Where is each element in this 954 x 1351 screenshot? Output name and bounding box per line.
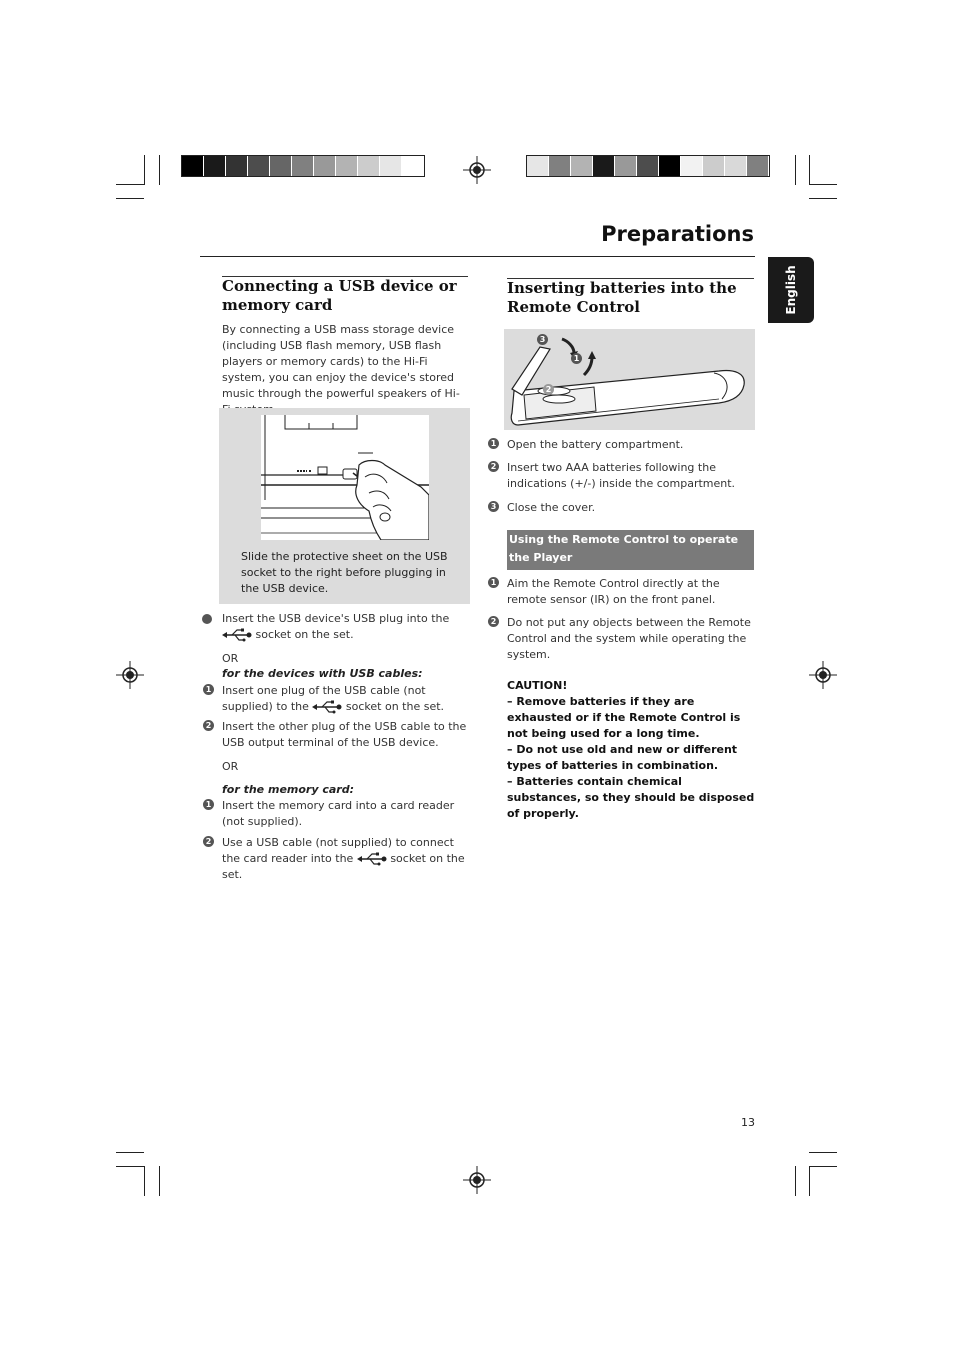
step-number: 1 (488, 577, 499, 588)
crop-mark (116, 184, 144, 185)
color-swatch (703, 156, 725, 176)
caution-item: – Batteries contain chemical substances, so they should be disposed of properly. (507, 775, 755, 820)
usb-plug-illustration (261, 415, 429, 540)
color-swatch (747, 156, 769, 176)
page-number: 13 (741, 1116, 755, 1129)
crop-mark (809, 155, 810, 185)
step-number: 1 (203, 799, 214, 810)
remote-use-step-1: Aim the Remote Control directly at the remote sensor (IR) on the front panel. (507, 577, 720, 606)
color-swatch (402, 156, 424, 176)
color-swatch (380, 156, 402, 176)
color-swatch (226, 156, 248, 176)
or-label: OR (222, 652, 239, 665)
usb-icon (357, 852, 387, 866)
usb-intro: By connecting a USB mass storage device (including USB flash memory, USB flash players or memory cards) to the Hi-Fi system, you can enjoy the device's stored music through the powerful speakers of Hi- (222, 323, 460, 400)
card-step-2-text-a: Use a USB cable (not supplied) to connect the card reader into the (222, 836, 454, 865)
crop-mark (809, 1152, 837, 1153)
card-heading: for the memory card: (222, 783, 354, 796)
card-step-1: Insert the memory card into a card reader (not supplied). (222, 799, 455, 828)
cables-step-2: Insert the other plug of the USB cable to the USB output terminal of the USB device. (222, 720, 467, 749)
crop-mark (116, 1166, 144, 1167)
color-swatch (681, 156, 703, 176)
step-number: 2 (203, 720, 214, 731)
usb-icon (222, 628, 252, 642)
remote-use-step-2: Do not put any objects between the Remote Control and the system while operating the system. (507, 616, 751, 661)
usb-icon (312, 700, 342, 714)
step-number: 2 (488, 616, 499, 627)
figure-step-3-marker: 3 (537, 334, 548, 345)
battery-step-1: Open the battery compartment. (507, 438, 684, 451)
color-swatch (292, 156, 314, 176)
figure-step-2-marker: 2 (543, 384, 554, 395)
language-tab (768, 257, 814, 323)
crop-mark (809, 1166, 837, 1167)
registration-mark-icon (809, 661, 837, 689)
remote-use-heading-box (507, 530, 754, 570)
title-rule (200, 256, 755, 257)
crop-mark (159, 155, 160, 185)
usb-figure-caption: Slide the protective sheet on the USB socket to the right before plugging in the USB device. (241, 550, 448, 595)
usb-bullet-text-b: socket on the set. (255, 628, 354, 641)
color-swatch (593, 156, 615, 176)
caution-item: – Do not use old and new or different types of batteries in combination. (507, 743, 738, 772)
caution-item: – Remove batteries if they are exhausted or if the Remote Control is not being used for a long time. (507, 695, 741, 740)
battery-step-3: Close the cover. (507, 501, 596, 514)
color-swatch (270, 156, 292, 176)
step-number: 2 (488, 461, 499, 472)
remote-use-heading: Using the Remote Control to operate the Player (509, 533, 739, 564)
usb-bullet-step (222, 611, 472, 643)
registration-mark-icon (463, 156, 491, 184)
cables-heading: for the devices with USB cables: (222, 667, 423, 680)
usb-figure-box (219, 408, 470, 604)
color-bar-right (526, 155, 770, 177)
battery-step-2: Insert two AAA batteries following the indications (+/-) inside the compartment. (507, 461, 736, 490)
caution-block (507, 678, 759, 822)
or-label: OR (222, 760, 239, 773)
crop-mark (159, 1166, 160, 1196)
crop-mark (809, 1166, 810, 1196)
color-bar-left (181, 155, 425, 177)
crop-mark (116, 1152, 144, 1153)
step-number: 2 (203, 836, 214, 847)
crop-mark (144, 1166, 145, 1196)
step-number: 1 (203, 684, 214, 695)
language-tab-label: English (784, 265, 798, 315)
section-heading-usb: Connecting a USB device or memory card (222, 277, 457, 314)
color-swatch (637, 156, 659, 176)
color-swatch (615, 156, 637, 176)
color-swatch (182, 156, 204, 176)
section-heading-batteries: Inserting batteries into the Remote Control (507, 279, 737, 316)
step-number: 3 (488, 501, 499, 512)
cables-step-1 (222, 683, 467, 715)
color-swatch (314, 156, 336, 176)
card-step-2-text-b: socket on the set. (222, 852, 465, 881)
color-swatch (248, 156, 270, 176)
color-swatch (336, 156, 358, 176)
figure-step-1-marker: 1 (571, 353, 582, 364)
cables-step-1-text-b: socket on the set. (345, 700, 445, 713)
step-number: 1 (488, 438, 499, 449)
color-swatch (527, 156, 549, 176)
color-swatch (571, 156, 593, 176)
cables-step-1-text-a: Insert one plug of the USB cable (not supplied) to the (222, 684, 426, 713)
usb-bullet-text-a: Insert the USB device's USB plug into the (222, 612, 450, 625)
page-title: Preparations (601, 222, 754, 246)
crop-mark (116, 198, 144, 199)
color-swatch (659, 156, 681, 176)
registration-mark-icon (116, 661, 144, 689)
crop-mark (144, 155, 145, 185)
color-swatch (204, 156, 226, 176)
caution-title: CAUTION! (507, 679, 568, 692)
registration-mark-icon (463, 1166, 491, 1194)
color-swatch (358, 156, 380, 176)
color-swatch (549, 156, 571, 176)
card-step-2 (222, 835, 467, 883)
crop-mark (795, 1166, 796, 1196)
color-swatch (725, 156, 747, 176)
remote-figure-box (504, 329, 755, 430)
bullet-marker (202, 614, 212, 624)
crop-mark (809, 184, 837, 185)
crop-mark (795, 155, 796, 185)
crop-mark (809, 198, 837, 199)
